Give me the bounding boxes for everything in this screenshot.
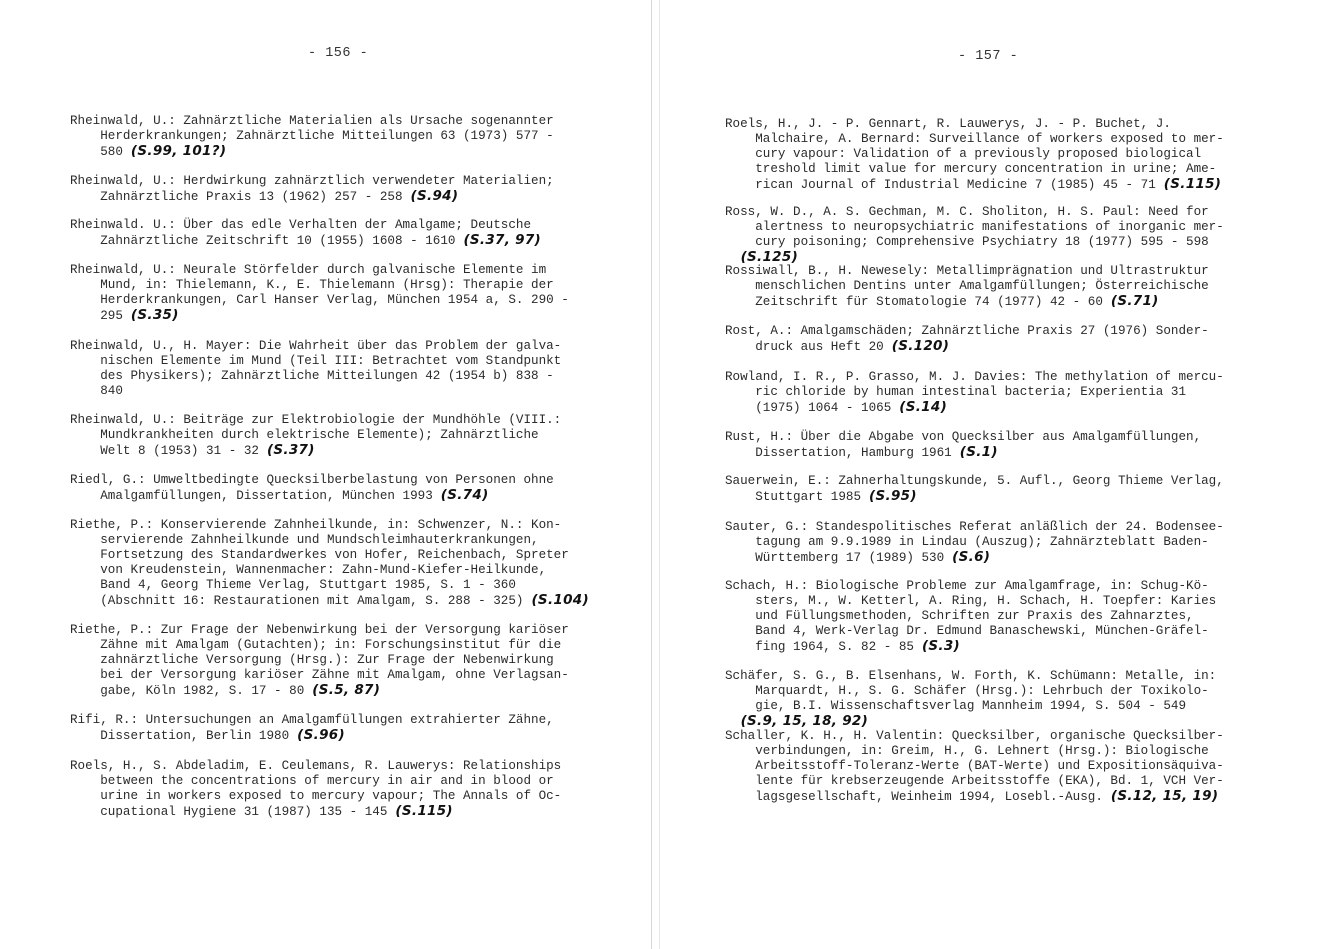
entry-line: Schach, H.: Biologische Probleme zur Amalgamfrage, in: Schug-Kö- [725, 579, 1209, 593]
entry-line: Rheinwald, U.: Zahnärztliche Materialien als Ursache sogenannter [70, 114, 554, 128]
entry-line: ric chloride by human intestinal bacteria; Experientia 31 [725, 385, 1187, 399]
page-number: - 156 - [308, 46, 369, 61]
handwritten-page-reference: (S.96) [297, 727, 345, 743]
entry-line: Zahnärztliche Praxis 13 (1962) 257 - 258 (S.94) [70, 188, 459, 204]
handwritten-page-reference: (S.5, 87) [312, 682, 381, 698]
bibliography-entry [70, 263, 569, 324]
bibliography-entry [70, 473, 554, 504]
bibliography-entry [725, 520, 1224, 566]
bibliography-entry [725, 430, 1201, 461]
bibliography-entry [725, 579, 1216, 655]
entry-line: rican Journal of Industrial Medicine 7 (1985) 45 - 71 (S.115) [725, 176, 1222, 192]
bibliography-entry [70, 623, 569, 699]
handwritten-page-reference: (S.104) [531, 592, 589, 608]
entry-line: Zahnärztliche Zeitschrift 10 (1955) 1608 - 1610 (S.37, 97) [70, 232, 542, 248]
handwritten-page-reference: (S.1) [959, 444, 998, 460]
entry-line: gabe, Köln 1982, S. 17 - 80 (S.5, 87) [70, 682, 381, 698]
entry-line: between the concentrations of mercury in air and in blood or [70, 774, 554, 788]
entry-line: (1975) 1064 - 1065 (S.14) [725, 399, 948, 415]
handwritten-page-reference: (S.74) [440, 487, 489, 503]
entry-line: Rust, H.: Über die Abgabe von Quecksilber aus Amalgamfüllungen, [725, 430, 1202, 444]
entry-line: Schaller, K. H., H. Valentin: Quecksilber, organische Quecksilber- [725, 729, 1224, 743]
handwritten-page-reference: (S.115) [395, 803, 453, 819]
entry-line: 840 [70, 384, 123, 398]
entry-line: Riedl, G.: Umweltbedingte Quecksilberbelastung von Personen ohne [70, 473, 554, 487]
entry-line: fing 1964, S. 82 - 85 (S.3) [725, 638, 961, 654]
bibliography-entry [725, 205, 1224, 266]
entry-line: lente für krebserzeugende Arbeitsstoffe (EKA), Bd. 1, VCH Ver- [725, 774, 1224, 788]
entry-line: Dissertation, Berlin 1980 (S.96) [70, 727, 345, 743]
entry-line: Württemberg 17 (1989) 530 (S.6) [725, 549, 991, 565]
handwritten-page-reference: (S.95) [869, 488, 917, 504]
bibliography-entry [70, 174, 554, 205]
bibliography-entry [70, 713, 554, 744]
entry-line: Rheinwald, U., H. Mayer: Die Wahrheit über das Problem der galva- [70, 339, 562, 353]
entry-line: Ross, W. D., A. S. Gechman, M. C. Sholiton, H. S. Paul: Need for [725, 205, 1209, 219]
entry-line: sters, M., W. Ketterl, A. Ring, H. Schach, H. Toepfer: Karies [725, 594, 1217, 608]
entry-line: Band 4, Werk-Verlag Dr. Edmund Banaschewski, München-Gräfel- [725, 624, 1209, 638]
entry-line: Arbeitsstoff-Toleranz-Werte (BAT-Werte) und Expositionsäquiva- [725, 759, 1224, 773]
handwritten-page-reference: (S.14) [899, 399, 948, 415]
bibliography-entry [725, 370, 1224, 416]
entry-line: Herderkrankungen; Zahnärztliche Mitteilungen 63 (1973) 577 - [70, 129, 554, 143]
handwritten-page-reference: (S.3) [921, 638, 961, 654]
bibliography-entry [70, 114, 554, 160]
entry-line: verbindungen, in: Greim, H., G. Lehnert (Hrsg.): Biologische [725, 744, 1209, 758]
bibliography-entry [725, 324, 1209, 355]
handwritten-page-reference: (S.99, 101?) [130, 143, 227, 159]
entry-line: Dissertation, Hamburg 1961 (S.1) [725, 444, 998, 460]
entry-line: Rossiwall, B., H. Newesely: Metallimprägnation und Ultrastruktur [725, 264, 1209, 278]
entry-line: Rheinwald, U.: Herdwirkung zahnärztlich verwendeter Materialien; [70, 174, 554, 188]
entry-line: urine in workers exposed to mercury vapour; The Annals of Oc- [70, 789, 562, 803]
entry-line: Mund, in: Thielemann, K., E. Thielemann (Hrsg): Therapie der [70, 278, 554, 292]
entry-line: gie, B.I. Wissenschaftsverlag Mannheim 1994, S. 504 - 549 [725, 699, 1187, 713]
entry-line [725, 714, 1216, 730]
entry-line: Zähne mit Amalgam (Gutachten); in: Forschungsinstitut für die [70, 638, 562, 652]
entry-line: Riethe, P.: Zur Frage der Nebenwirkung bei der Versorgung kariöser [70, 623, 569, 637]
handwritten-page-reference: (S.115) [1163, 176, 1222, 192]
entry-line: Sauter, G.: Standespolitisches Referat anläßlich der 24. Bodensee- [725, 520, 1224, 534]
handwritten-page-reference: (S.12, 15, 19) [1110, 788, 1219, 804]
entry-line: lagsgesellschaft, Weinheim 1994, Losebl.-Ausg. (S.12, 15, 19) [725, 788, 1219, 804]
handwritten-page-reference: (S.6) [952, 549, 991, 565]
entry-line: Schäfer, S. G., B. Elsenhans, W. Forth, K. Schümann: Metalle, in: [725, 669, 1217, 683]
entry-line: Marquardt, H., S. G. Schäfer (Hrsg.): Lehrbuch der Toxikolo- [725, 684, 1209, 698]
entry-line: Malchaire, A. Bernard: Surveillance of workers exposed to mer- [725, 132, 1224, 146]
entry-line: (Abschnitt 16: Restaurationen mit Amalgam, S. 288 - 325) (S.104) [70, 592, 589, 608]
entry-line: menschlichen Dentins unter Amalgamfüllungen; Österreichische [725, 279, 1209, 293]
right-page [660, 0, 1342, 949]
bibliography-entry [725, 117, 1224, 193]
bibliography-entry [725, 669, 1216, 730]
bibliography-entry [70, 339, 561, 399]
handwritten-page-reference: (S.37) [266, 442, 315, 458]
entry-line: Stuttgart 1985 (S.95) [725, 488, 917, 504]
entry-line: Sauerwein, E.: Zahnerhaltungskunde, 5. Aufl., Georg Thieme Verlag, [725, 474, 1224, 488]
entry-line: cury vapour: Validation of a previously proposed biological [725, 147, 1202, 161]
bibliography-entry [725, 474, 1224, 505]
bibliography-entry [70, 759, 561, 820]
entry-line: 580 (S.99, 101?) [70, 143, 227, 159]
handwritten-page-reference: (S.71) [1110, 293, 1159, 309]
entry-line: zahnärztliche Versorgung (Hrsg.): Zur Frage der Nebenwirkung [70, 653, 554, 667]
entry-line: Rheinwald, U.: Beiträge zur Elektrobiologie der Mundhöhle (VIII.: [70, 413, 562, 427]
bibliography-entry [725, 264, 1209, 310]
entry-line: Band 4, Georg Thieme Verlag, Stuttgart 1985, S. 1 - 360 [70, 578, 516, 592]
entry-line: Herderkrankungen, Carl Hanser Verlag, München 1954 a, S. 290 - [70, 293, 569, 307]
bibliography-entry [70, 218, 541, 249]
entry-line: Mundkrankheiten durch elektrische Elemente); Zahnärztliche [70, 428, 539, 442]
page-number: - 157 - [958, 49, 1019, 64]
entry-line: cury poisoning; Comprehensive Psychiatry 18 (1977) 595 - 598 [725, 235, 1209, 249]
handwritten-page-reference: (S.37, 97) [463, 232, 542, 248]
handwritten-page-reference: (S.94) [410, 188, 459, 204]
entry-line: Rifi, R.: Untersuchungen an Amalgamfüllungen extrahierter Zähne, [70, 713, 554, 727]
entry-line: Rheinwald, U.: Neurale Störfelder durch galvanische Elemente im [70, 263, 547, 277]
bibliography-entry [70, 518, 589, 609]
left-page [0, 0, 650, 949]
entry-line: 295 (S.35) [70, 307, 179, 323]
entry-line: Rheinwald. U.: Über das edle Verhalten der Amalgame; Deutsche [70, 218, 532, 232]
handwritten-page-reference: (S.125) [740, 249, 799, 265]
entry-line: servierende Zahnheilkunde und Mundschleimhauterkrankungen, [70, 533, 539, 547]
entry-line: Amalgamfüllungen, Dissertation, München 1993 (S.74) [70, 487, 489, 503]
entry-line: Welt 8 (1953) 31 - 32 (S.37) [70, 442, 315, 458]
bibliography-entry [725, 729, 1224, 805]
handwritten-page-reference: (S.120) [891, 338, 950, 354]
bibliography-entry [70, 413, 561, 459]
entry-line: Rowland, I. R., P. Grasso, M. J. Davies: The methylation of mercu- [725, 370, 1224, 384]
handwritten-page-reference: (S.35) [130, 307, 179, 323]
page-gutter [651, 0, 652, 949]
entry-line: treshold limit value for mercury concentration in urine; Ame- [725, 162, 1217, 176]
entry-line: Riethe, P.: Konservierende Zahnheilkunde, in: Schwenzer, N.: Kon- [70, 518, 562, 532]
entry-line: alertness to neuropsychiatric manifestations of inorganic mer- [725, 220, 1224, 234]
entry-line: Roels, H., S. Abdeladim, E. Ceulemans, R. Lauwerys: Relationships [70, 759, 562, 773]
entry-line: von Kreudenstein, Wannenmacher: Zahn-Mund-Kiefer-Heilkunde, [70, 563, 547, 577]
handwritten-page-reference: (S.9, 15, 18, 92) [740, 713, 869, 729]
entry-line: nischen Elemente im Mund (Teil III: Betrachtet vom Standpunkt [70, 354, 562, 368]
entry-line: bei der Versorgung kariöser Zähne mit Amalgam, ohne Verlagsan- [70, 668, 569, 682]
entry-line: tagung am 9.9.1989 in Lindau (Auszug); Zahnärzteblatt Baden- [725, 535, 1209, 549]
entry-line: cupational Hygiene 31 (1987) 135 - 145 (S.115) [70, 803, 453, 819]
entry-line: druck aus Heft 20 (S.120) [725, 338, 950, 354]
entry-line: und Füllungsmethoden, Schriften zur Praxis des Zahnarztes, [725, 609, 1194, 623]
entry-line: Roels, H., J. - P. Gennart, R. Lauwerys, J. - P. Buchet, J. [725, 117, 1171, 131]
entry-line: Rost, A.: Amalgamschäden; Zahnärztliche Praxis 27 (1976) Sonder- [725, 324, 1209, 338]
entry-line: Zeitschrift für Stomatologie 74 (1977) 42 - 60 (S.71) [725, 293, 1159, 309]
entry-line: des Physikers); Zahnärztliche Mitteilungen 42 (1954 b) 838 - [70, 369, 554, 383]
entry-line: Fortsetzung des Standardwerkes von Hofer, Reichenbach, Spreter [70, 548, 569, 562]
